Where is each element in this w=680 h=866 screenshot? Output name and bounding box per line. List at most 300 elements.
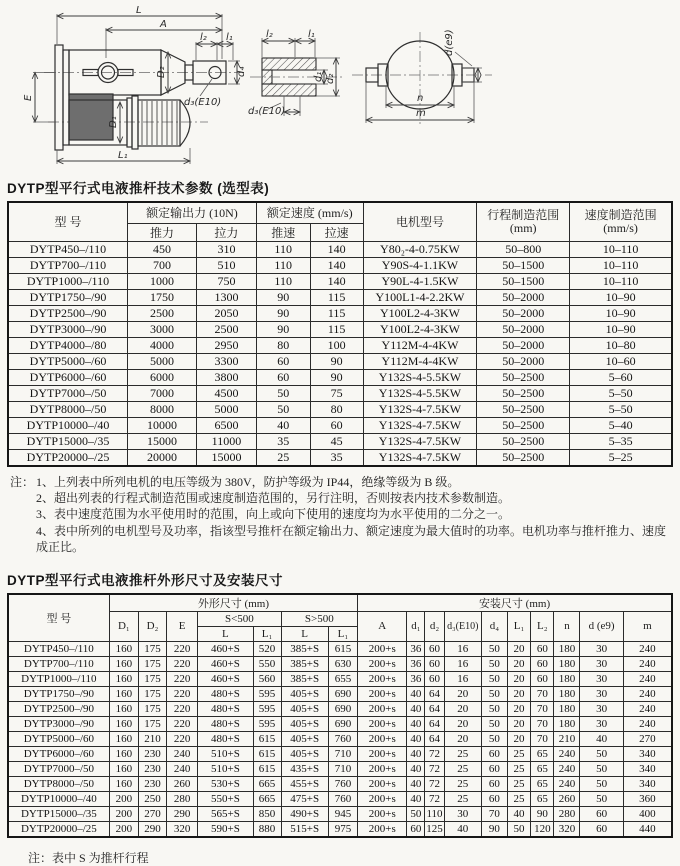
value-cell: 90 (481, 821, 507, 837)
dim-label-clevis-l2: l₂ (266, 29, 273, 40)
value-cell: 3300 (197, 353, 257, 369)
value-cell: 50 (481, 656, 507, 671)
value-cell: 50 (256, 401, 310, 417)
value-cell: 440 (623, 821, 672, 837)
value-cell: 230 (139, 746, 167, 761)
value-cell: 120 (531, 821, 554, 837)
value-cell: 16 (444, 656, 481, 671)
table-row (8, 731, 672, 746)
value-cell: 50 (580, 791, 623, 806)
model-cell: DYTP8000–/50 (8, 401, 128, 417)
value-cell: 475+S (281, 791, 328, 806)
value-cell: 340 (623, 761, 672, 776)
value-cell: 60 (256, 353, 310, 369)
value-cell: 665 (253, 776, 281, 791)
value-cell: 80 (256, 337, 310, 353)
value-cell: 160 (109, 731, 138, 746)
model-cell: DYTP3000–/90 (8, 321, 128, 337)
value-cell: 20 (507, 716, 530, 731)
model-cell: DYTP450–/110 (8, 241, 128, 257)
rod-end-view-drawing (352, 29, 492, 126)
value-cell: 90 (310, 353, 363, 369)
value-cell: 50–2000 (477, 353, 570, 369)
stroke-range-unit: (mm) (509, 220, 537, 235)
value-cell: 65 (531, 791, 554, 806)
value-cell: 665 (253, 791, 281, 806)
value-cell: 65 (531, 761, 554, 776)
value-cell: 360 (623, 791, 672, 806)
value-cell: 5–25 (570, 449, 672, 466)
value-cell: 125 (426, 822, 443, 835)
value-cell: 50 (481, 671, 507, 686)
col-group-install-dims: 安装尺寸 (mm) (358, 594, 672, 612)
speed-range-label: 速度制造范围 (584, 207, 657, 222)
col-header-push-force: 推力 (128, 223, 197, 241)
value-cell: 200+s (358, 791, 407, 806)
col-header-model2: 型 号 (8, 594, 109, 642)
value-cell: 480+S (198, 701, 253, 716)
col-header-stroke-range (477, 202, 570, 241)
value-cell: 220 (166, 701, 197, 716)
value-cell: Y112M-4-4KW (363, 337, 477, 353)
col-header-d3E10: d₃(E10) (444, 611, 481, 641)
value-cell: 40 (407, 776, 425, 791)
value-cell: 100 (310, 337, 363, 353)
col-header-D1: D₁ (109, 611, 138, 641)
speed-range-unit: (mm/s) (603, 220, 638, 235)
value-cell: 3800 (197, 369, 257, 385)
value-cell: 40 (444, 821, 481, 837)
value-cell: 50–2500 (477, 433, 570, 449)
value-cell: 175 (139, 686, 167, 701)
value-cell: 10–90 (570, 289, 672, 305)
value-cell: 220 (166, 686, 197, 701)
value-cell: 270 (139, 806, 167, 821)
value-cell: 5–50 (570, 385, 672, 401)
value-cell: 200+s (358, 821, 407, 837)
dim-label-de9: d(e9) (444, 29, 455, 56)
value-cell: 2950 (197, 337, 257, 353)
value-cell: 11000 (197, 433, 257, 449)
value-cell: 690 (328, 686, 357, 701)
value-cell: 72 (425, 761, 444, 776)
table-row (8, 417, 672, 433)
value-cell: 50–2500 (477, 449, 570, 466)
value-cell: 180 (554, 656, 580, 671)
value-cell: 230 (139, 776, 167, 791)
value-cell: 50–1500 (477, 257, 570, 273)
value-cell: 70 (531, 716, 554, 731)
table2-header (8, 594, 672, 642)
value-cell: 6500 (197, 417, 257, 433)
col-group-stroke-gt-500: S>500 (281, 611, 358, 626)
value-cell: 200+s (358, 776, 407, 791)
table-row (8, 369, 672, 385)
value-cell: 25 (507, 761, 530, 776)
value-cell: 72 (425, 776, 444, 791)
value-cell: 50 (580, 776, 623, 791)
value-cell: 50–2000 (477, 321, 570, 337)
value-cell: 20 (507, 701, 530, 716)
value-cell: 220 (166, 671, 197, 686)
value-cell: 40 (407, 791, 425, 806)
value-cell: 30 (580, 686, 623, 701)
col-header-L-gt: L (281, 626, 328, 641)
col-header-push-speed: 推速 (256, 223, 310, 241)
dim-label-D2: D₂ (156, 66, 167, 78)
table-row (8, 701, 672, 716)
table-row (8, 353, 672, 369)
value-cell: 5–40 (570, 417, 672, 433)
value-cell: 65 (531, 746, 554, 761)
value-cell: 515+S (281, 821, 328, 837)
value-cell: 595 (253, 716, 281, 731)
clevis-detail-drawing (248, 29, 342, 117)
value-cell: 240 (623, 686, 672, 701)
value-cell: 8000 (128, 401, 197, 417)
col-header-D2: D₂ (139, 611, 167, 641)
value-cell: 160 (109, 761, 138, 776)
value-cell: 20 (507, 656, 530, 671)
dim-label-m: m (416, 108, 426, 119)
table-row (8, 305, 672, 321)
value-cell: 36 (407, 656, 425, 671)
value-cell: 10–110 (570, 257, 672, 273)
table1-header (8, 202, 672, 241)
assembly-drawing (23, 5, 247, 164)
value-cell: 240 (623, 671, 672, 686)
col-header-model: 型 号 (8, 202, 128, 241)
value-cell: 60 (425, 671, 444, 686)
motor-fins (142, 101, 177, 145)
dim-label-E: E (23, 94, 34, 101)
value-cell: 220 (166, 641, 197, 656)
value-cell: 200+s (358, 671, 407, 686)
value-cell: 490+S (281, 806, 328, 821)
table1-notes (10, 474, 670, 556)
value-cell: 510+S (198, 761, 253, 776)
note-1: 1、上列表中所列电机的电压等级为 380V，防护等级为 IP44，绝缘等级为 B 级。 (36, 474, 460, 489)
value-cell: 2500 (197, 321, 257, 337)
value-cell: 64 (425, 701, 444, 716)
selection-parameters-table (7, 201, 673, 467)
value-cell: 240 (554, 746, 580, 761)
value-cell: 72 (425, 791, 444, 806)
col-header-d1: d₁ (407, 611, 425, 641)
value-cell: 10–90 (570, 321, 672, 337)
section1-title: DYTP型平行式电液推杆技术参数 (选型表) (7, 181, 270, 196)
table-row (8, 241, 672, 257)
dim-label-l1: l₁ (226, 32, 233, 43)
value-cell: 25 (444, 791, 481, 806)
value-cell: 240 (166, 761, 197, 776)
value-cell: 30 (580, 656, 623, 671)
dim-label-L1: L₁ (118, 150, 128, 161)
value-cell: 3000 (128, 321, 197, 337)
value-cell: 385+S (281, 671, 328, 686)
model-cell: DYTP1750–/90 (8, 289, 128, 305)
value-cell: 64 (425, 731, 444, 746)
col-header-pull-force: 拉力 (197, 223, 257, 241)
value-cell: 35 (310, 449, 363, 466)
value-cell: 60 (425, 641, 444, 656)
value-cell: 200 (109, 791, 138, 806)
col-group-stroke-lt-500: S<500 (198, 611, 281, 626)
value-cell: 510+S (198, 746, 253, 761)
value-cell: 140 (310, 273, 363, 289)
value-cell: 460+S (198, 671, 253, 686)
value-cell: 1300 (197, 289, 257, 305)
value-cell: 40 (407, 731, 425, 746)
value-cell: 220 (166, 656, 197, 671)
value-cell: 200+s (358, 716, 407, 731)
value-cell: 510 (197, 257, 257, 273)
value-cell: Y100L2-4-3KW (363, 321, 477, 337)
value-cell: 160 (109, 686, 138, 701)
value-cell: Y132S-4-5.5KW (363, 369, 477, 385)
value-cell: 200 (109, 806, 138, 821)
value-cell: 450 (128, 241, 197, 257)
value-cell: 40 (407, 716, 425, 731)
value-cell: 690 (328, 716, 357, 731)
table-row (8, 257, 672, 273)
col-header-L-lt: L (198, 626, 253, 641)
value-cell: 760 (328, 776, 357, 791)
value-cell: 90 (256, 321, 310, 337)
value-cell: 615 (328, 641, 357, 656)
col-header-rated-speed: 额定速度 (mm/s) (256, 202, 363, 223)
value-cell: 70 (531, 701, 554, 716)
value-cell: 710 (328, 746, 357, 761)
value-cell: 480+S (198, 686, 253, 701)
dimensions-table (7, 593, 673, 838)
value-cell: 50–2500 (477, 385, 570, 401)
col-header-d2: d₂ (425, 611, 444, 641)
value-cell: 90 (256, 305, 310, 321)
value-cell: 50 (256, 385, 310, 401)
value-cell: 140 (310, 257, 363, 273)
value-cell: 260 (554, 791, 580, 806)
value-cell: 4000 (128, 337, 197, 353)
value-cell: 595 (253, 686, 281, 701)
value-cell: 40 (507, 806, 530, 821)
motor-flange (132, 96, 138, 149)
value-cell: 200+s (358, 731, 407, 746)
value-cell: 10–110 (570, 241, 672, 257)
table1-body (8, 241, 672, 466)
drawings-svg (0, 0, 680, 172)
value-cell: 5–60 (570, 369, 672, 385)
value-cell: Y132S-4-7.5KW (363, 449, 477, 466)
value-cell: 20 (507, 671, 530, 686)
value-cell: 140 (310, 241, 363, 257)
note-4: 4、表中所列的电机型号及功率，指该型号推杆在额定输出力、额定速度为最大值时的功率。电机功率与推杆推力、速度成正比。 (36, 523, 667, 555)
value-cell: 160 (109, 716, 138, 731)
value-cell: 4500 (197, 385, 257, 401)
table-row (8, 656, 672, 671)
col-header-E: E (166, 611, 197, 641)
dim-label-d4: d₄ (236, 66, 247, 77)
value-cell: 20 (444, 686, 481, 701)
model-cell: DYTP450–/110 (8, 641, 109, 656)
table-row (8, 686, 672, 701)
value-cell: 15000 (197, 449, 257, 466)
model-cell: DYTP20000–/25 (8, 449, 128, 466)
value-cell: 530+S (198, 776, 253, 791)
value-cell: 400 (623, 806, 672, 821)
model-cell: DYTP10000–/40 (8, 417, 128, 433)
value-cell: 160 (109, 671, 138, 686)
value-cell: 2500 (128, 305, 197, 321)
value-cell: 110 (256, 257, 310, 273)
value-cell: 750 (197, 273, 257, 289)
junction-box (69, 94, 113, 140)
value-cell: 30 (580, 671, 623, 686)
value-cell: 180 (554, 686, 580, 701)
section2-title: DYTP型平行式电液推杆外形尺寸及安装尺寸 (7, 572, 284, 588)
value-cell: 115 (310, 305, 363, 321)
table-row (8, 449, 672, 466)
value-cell: 160 (109, 656, 138, 671)
value-cell: 60 (531, 641, 554, 656)
value-cell: 760 (328, 791, 357, 806)
value-cell: 20 (444, 731, 481, 746)
dim-label-clevis-d2: d₂ (325, 73, 336, 84)
value-cell: 975 (328, 821, 357, 837)
value-cell: 110 (256, 241, 310, 257)
value-cell: 5000 (197, 401, 257, 417)
table-row (8, 401, 672, 417)
table-row (8, 385, 672, 401)
value-cell: 50 (507, 821, 530, 837)
value-cell: 160 (109, 701, 138, 716)
value-cell: 175 (139, 641, 167, 656)
value-cell: 45 (310, 433, 363, 449)
value-cell: Y100L1-4-2.2KW (363, 289, 477, 305)
value-cell: 50–2000 (477, 305, 570, 321)
value-cell: 72 (425, 746, 444, 761)
value-cell: 50 (481, 686, 507, 701)
value-cell: 5–35 (570, 433, 672, 449)
note-2: 2、超出列表的行程式制造范围或速度制造范围的，另行注明，否则按表内技术参数制造。 (36, 490, 511, 505)
col-header-speed-range (570, 202, 672, 241)
model-cell: DYTP10000–/40 (8, 791, 109, 806)
value-cell: 60 (580, 806, 623, 821)
col-header-L1-lt: L₁ (253, 626, 281, 641)
value-cell: 70 (531, 686, 554, 701)
technical-drawings (0, 0, 680, 172)
value-cell: Y132S-4-7.5KW (363, 417, 477, 433)
model-cell: DYTP1000–/110 (8, 273, 128, 289)
model-cell: DYTP15000–/35 (8, 806, 109, 821)
notes-label: 注： (10, 474, 35, 489)
value-cell: 20 (444, 716, 481, 731)
table-row (8, 821, 672, 837)
value-cell: 455+S (281, 776, 328, 791)
value-cell: Y80₂-4-0.75KW (363, 241, 477, 257)
model-cell: DYTP700–/110 (8, 257, 128, 273)
value-cell: 60 (531, 656, 554, 671)
dim-label-n: n (417, 93, 424, 104)
model-cell: DYTP6000–/60 (8, 369, 128, 385)
value-cell: 590+S (198, 821, 253, 837)
table2-body (8, 641, 672, 837)
value-cell: 270 (623, 731, 672, 746)
value-cell: 175 (139, 701, 167, 716)
value-cell: Y90L-4-1.5KW (363, 273, 477, 289)
value-cell: Y100L2-4-3KW (363, 305, 477, 321)
value-cell: 50 (580, 761, 623, 776)
col-header-pull-speed: 拉速 (310, 223, 363, 241)
value-cell: 35 (256, 433, 310, 449)
value-cell: 90 (310, 369, 363, 385)
table-row (8, 761, 672, 776)
value-cell: Y132S-4-7.5KW (363, 401, 477, 417)
value-cell: 405+S (281, 731, 328, 746)
value-cell: 25 (444, 746, 481, 761)
value-cell: 75 (310, 385, 363, 401)
value-cell: 340 (623, 776, 672, 791)
col-header-L2: L₂ (531, 611, 554, 641)
model-cell: DYTP5000–/60 (8, 731, 109, 746)
value-cell: 200+s (358, 806, 407, 821)
value-cell: 60 (481, 761, 507, 776)
value-cell: 240 (554, 761, 580, 776)
value-cell: 50 (407, 806, 425, 821)
value-cell: 40 (256, 417, 310, 433)
value-cell: 110 (256, 273, 310, 289)
value-cell: Y132S-4-7.5KW (363, 433, 477, 449)
value-cell: 30 (580, 716, 623, 731)
value-cell: 10–80 (570, 337, 672, 353)
value-cell: 700 (128, 257, 197, 273)
value-cell: 200+s (358, 761, 407, 776)
value-cell: 2050 (197, 305, 257, 321)
table-row (8, 716, 672, 731)
value-cell: 180 (554, 671, 580, 686)
value-cell: 320 (166, 821, 197, 837)
value-cell: 60 (481, 791, 507, 806)
value-cell: 7000 (128, 385, 197, 401)
model-cell: DYTP4000–/80 (8, 337, 128, 353)
value-cell: 480+S (198, 731, 253, 746)
value-cell: 880 (253, 821, 281, 837)
col-header-de9: d (e9) (580, 611, 623, 641)
table-row (8, 433, 672, 449)
value-cell: 210 (554, 731, 580, 746)
model-cell: DYTP2500–/90 (8, 305, 128, 321)
value-cell: 200 (109, 821, 138, 837)
value-cell: 460+S (198, 641, 253, 656)
model-cell: DYTP5000–/60 (8, 353, 128, 369)
value-cell: 90 (256, 289, 310, 305)
model-cell: DYTP7000–/50 (8, 385, 128, 401)
value-cell: 405+S (281, 701, 328, 716)
value-cell: 480+S (198, 716, 253, 731)
value-cell: 50–1500 (477, 273, 570, 289)
value-cell: 760 (328, 731, 357, 746)
value-cell: 180 (554, 641, 580, 656)
value-cell: 850 (253, 806, 281, 821)
value-cell: 230 (139, 761, 167, 776)
table-row (8, 791, 672, 806)
value-cell: 240 (623, 641, 672, 656)
value-cell: 65 (531, 776, 554, 791)
model-cell: DYTP700–/110 (8, 656, 109, 671)
value-cell: 20 (507, 731, 530, 746)
value-cell: 405+S (281, 686, 328, 701)
value-cell: 290 (166, 806, 197, 821)
